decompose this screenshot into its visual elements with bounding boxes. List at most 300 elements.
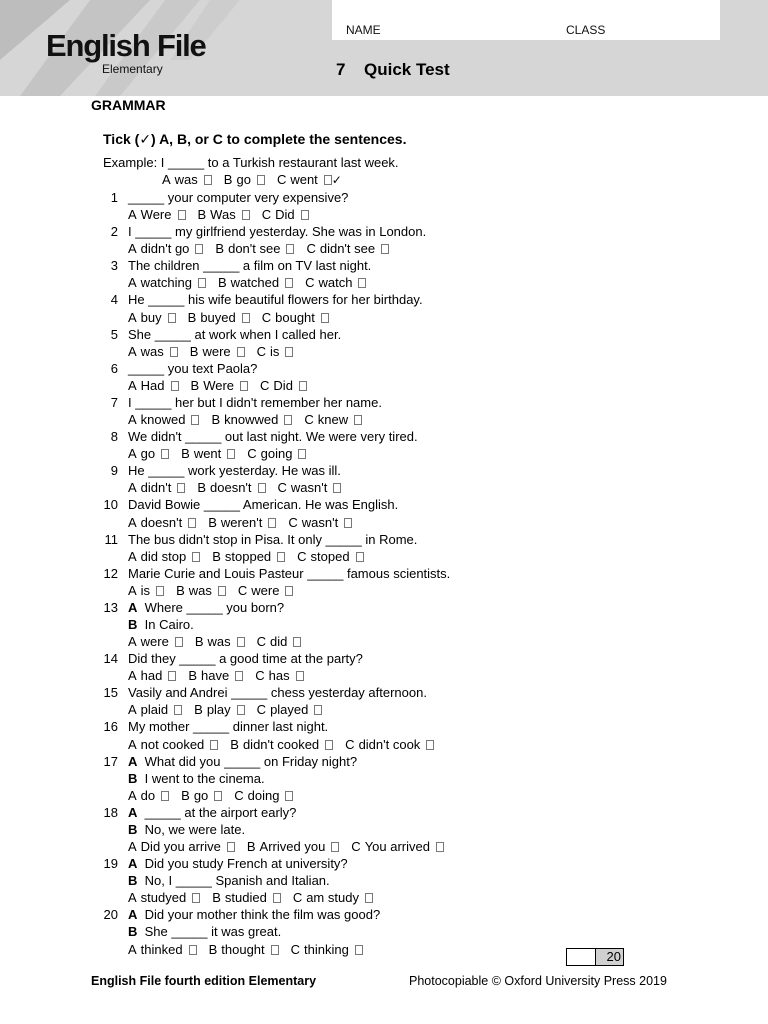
tick-box[interactable] (268, 518, 276, 528)
example-option (224, 172, 271, 187)
brand-logo: English File (46, 28, 206, 63)
answer-option (209, 941, 285, 958)
tick-box[interactable] (237, 705, 245, 715)
question-number: 2 (110, 224, 118, 240)
tick-box[interactable] (177, 483, 185, 493)
tick-box[interactable] (161, 449, 169, 459)
question-line (0, 360, 768, 377)
question-sentence: He _____ his wife beautiful flowers for her birthday. (128, 292, 423, 308)
tick-box[interactable] (240, 381, 248, 391)
answer-option (211, 411, 298, 428)
option-text: didn't cook (358, 736, 421, 752)
tick-box[interactable] (191, 415, 199, 425)
option-letter: C (351, 839, 361, 855)
question-line (0, 326, 768, 343)
tick-box[interactable] (218, 586, 226, 596)
option-letter: C (292, 890, 303, 906)
speaker-label: A (128, 907, 138, 923)
tick-box[interactable] (324, 175, 332, 185)
question-sentence: We didn't _____ out last night. We were very tired. (128, 429, 418, 445)
tick-box[interactable] (271, 945, 279, 955)
speaker-label: B (128, 873, 138, 889)
option-letter: C (297, 548, 307, 564)
answer-option (194, 701, 251, 718)
question-text (128, 496, 398, 513)
question-sentence: Did you study French at university? (144, 856, 348, 872)
option-text: were (202, 343, 231, 359)
option-letter: C (276, 172, 287, 187)
option-letter: C (306, 241, 316, 257)
option-text: Were (203, 377, 235, 393)
option-text: went (290, 172, 318, 187)
answer-option (128, 445, 175, 462)
tick-box[interactable] (285, 791, 293, 801)
tick-box[interactable] (286, 244, 294, 254)
option-text: weren't (220, 514, 263, 530)
question-line (0, 872, 768, 889)
tick-box[interactable] (293, 637, 301, 647)
speaker-label: B (128, 617, 138, 632)
answer-option (188, 309, 256, 326)
tick-box[interactable] (356, 552, 364, 562)
option-text: played (270, 702, 309, 718)
answer-option (257, 343, 300, 360)
question-sentence: _____ your computer very expensive? (128, 190, 349, 205)
option-text: watched (230, 275, 280, 291)
option-text: go (193, 787, 209, 803)
option-text: thinked (140, 941, 183, 957)
option-letter: A (128, 241, 137, 257)
option-letter: A (128, 275, 137, 291)
score-blank[interactable] (567, 949, 596, 965)
option-text: buyed (200, 309, 236, 325)
answer-options (128, 479, 353, 496)
tick-box[interactable] (204, 175, 212, 185)
question-line (0, 923, 768, 940)
tick-box[interactable] (426, 740, 434, 750)
option-text: watch (318, 275, 353, 291)
answer-options (128, 633, 313, 650)
question-number: 18 (103, 804, 118, 820)
question-text (128, 650, 363, 667)
option-letter: C (255, 668, 265, 684)
answer-options (128, 582, 305, 599)
name-label: NAME (346, 23, 381, 37)
tick-mark-icon: ✓ (331, 173, 342, 187)
option-text: thought (221, 941, 265, 957)
option-text: going (260, 446, 293, 462)
tick-box[interactable] (227, 842, 235, 852)
tick-box[interactable] (168, 313, 176, 323)
answer-option (128, 667, 182, 684)
option-text: Were (140, 207, 172, 223)
answer-options (128, 736, 446, 753)
option-letter: A (128, 207, 137, 223)
tick-box[interactable] (235, 671, 243, 681)
tick-box[interactable] (258, 483, 266, 493)
question-line (0, 531, 768, 548)
answer-option (181, 445, 241, 462)
question-number: 3 (110, 258, 118, 274)
answer-option (230, 736, 339, 753)
option-letter: C (305, 275, 315, 291)
tick-box[interactable] (195, 244, 203, 254)
option-text: knowwed (224, 412, 279, 428)
option-text: am study (306, 890, 359, 906)
question-text (128, 394, 382, 411)
option-letter: A (128, 582, 137, 598)
speaker-label: A (128, 804, 138, 820)
question-line (0, 684, 768, 701)
question-number: 15 (103, 685, 118, 701)
example-option (277, 172, 342, 187)
tick-box[interactable] (277, 552, 285, 562)
option-text: was (140, 343, 164, 359)
answer-option (306, 240, 395, 257)
question-sentence: He _____ work yesterday. He was ill. (128, 463, 341, 479)
option-text: Did you arrive (140, 839, 221, 855)
option-letter: B (246, 839, 256, 855)
question-number: 8 (110, 429, 118, 445)
option-letter: A (128, 890, 137, 906)
answer-options (128, 411, 374, 428)
option-text: studyed (140, 890, 187, 906)
option-text: did (270, 634, 288, 650)
tick-box[interactable] (314, 705, 322, 715)
option-text: wasn't (290, 480, 328, 496)
tick-box[interactable] (237, 347, 245, 357)
answer-option (257, 633, 308, 650)
question-text (128, 291, 423, 308)
question-number: 5 (110, 326, 118, 342)
answer-option (128, 240, 209, 257)
brand-level: Elementary (102, 62, 163, 76)
question-text (128, 462, 341, 479)
speaker-label: A (128, 856, 138, 872)
answer-options (128, 445, 318, 462)
answer-option (293, 889, 379, 906)
option-letter: A (128, 548, 137, 564)
answer-options (128, 701, 334, 718)
answer-options (128, 309, 341, 326)
answer-option (208, 514, 282, 531)
option-letter: A (128, 514, 137, 530)
option-text: knew (317, 412, 349, 428)
question-text (128, 872, 330, 889)
tick-box[interactable] (210, 740, 218, 750)
option-text: stopped (224, 548, 272, 564)
answer-option (278, 479, 348, 496)
question-sentence: Did they _____ a good time at the party? (128, 651, 363, 667)
option-text: didn't (140, 480, 172, 496)
answer-option (291, 941, 369, 958)
option-letter: C (247, 446, 257, 462)
option-text: was (188, 582, 212, 598)
answer-option (128, 941, 203, 958)
answer-option (345, 736, 440, 753)
question-text (128, 906, 380, 923)
question-text (128, 770, 265, 787)
answer-option (238, 582, 300, 599)
question-sentence: She _____ it was great. (144, 924, 282, 940)
section-title: GRAMMAR (91, 97, 166, 113)
question-number: 9 (110, 463, 118, 479)
tick-box[interactable] (298, 449, 306, 459)
tick-box[interactable] (171, 381, 179, 391)
option-text: didn't cooked (242, 736, 320, 752)
tick-box[interactable] (237, 637, 245, 647)
instruction: Tick (✓) A, B, or C to complete the sentences. (103, 131, 407, 147)
answer-option (128, 838, 241, 855)
question-sentence: Where _____ you born? (144, 599, 285, 615)
answer-options (128, 514, 364, 531)
option-letter: B (197, 207, 207, 223)
answer-option (128, 309, 182, 326)
question-line (0, 291, 768, 308)
question-line (0, 821, 768, 838)
speaker-label: A (128, 599, 138, 615)
question-sentence: _____ you text Paola? (128, 360, 258, 376)
option-letter: B (176, 582, 185, 598)
option-letter: A (128, 668, 137, 684)
option-letter: B (188, 668, 198, 684)
tick-box[interactable] (285, 278, 293, 288)
tick-box[interactable] (242, 210, 250, 220)
question-number: 1 (110, 190, 118, 205)
answer-option (128, 377, 185, 394)
answer-option (188, 667, 249, 684)
tick-box[interactable] (214, 791, 222, 801)
question-number: 6 (110, 360, 118, 376)
tick-box[interactable] (192, 893, 200, 903)
tick-box[interactable] (175, 637, 183, 647)
answer-option (288, 514, 358, 531)
answer-option (234, 787, 299, 804)
tick-box[interactable] (331, 842, 339, 852)
option-letter: B (223, 172, 233, 187)
answer-option (128, 411, 205, 428)
answer-option (218, 274, 299, 291)
question-sentence: No, we were late. (144, 821, 246, 837)
option-letter: C (256, 343, 267, 359)
option-text: is (140, 582, 151, 598)
tick-box[interactable] (436, 842, 444, 852)
question-number: 16 (103, 719, 118, 735)
answer-option (351, 838, 450, 855)
answer-option (260, 377, 313, 394)
answer-options (128, 377, 319, 394)
option-text: was (174, 172, 198, 187)
option-text: was (207, 634, 231, 650)
question-line (0, 394, 768, 411)
option-letter: B (197, 480, 207, 496)
option-text: has (268, 668, 290, 684)
option-letter: C (261, 309, 272, 325)
option-letter: B (215, 241, 225, 257)
tick-box[interactable] (296, 671, 304, 681)
option-text: bought (275, 309, 315, 325)
option-text: have (201, 668, 230, 684)
question-sentence: Marie Curie and Louis Pasteur _____ famous scientists. (128, 565, 451, 581)
tick-box[interactable] (242, 313, 250, 323)
question-text (128, 718, 328, 735)
answer-option (128, 274, 212, 291)
answer-option (128, 736, 224, 753)
answer-option (262, 206, 315, 223)
tick-box[interactable] (333, 483, 341, 493)
option-text: thinking (304, 941, 349, 957)
option-letter: A (128, 309, 137, 325)
option-text: not cooked (140, 736, 205, 752)
answer-option (212, 548, 291, 565)
answer-option (197, 479, 271, 496)
answer-options (128, 240, 401, 257)
question-number: 17 (103, 753, 118, 769)
option-text: doesn't (210, 480, 252, 496)
answer-option (128, 479, 191, 496)
option-text: Did (273, 377, 293, 393)
tick-box[interactable] (178, 210, 186, 220)
answer-option (262, 309, 335, 326)
option-letter: B (194, 702, 203, 718)
answer-option (191, 377, 255, 394)
tick-box[interactable] (325, 740, 333, 750)
tick-box[interactable] (257, 175, 265, 185)
option-text: play (206, 702, 231, 718)
speaker-label: A (128, 753, 138, 769)
question-sentence: My mother _____ dinner last night. (128, 719, 329, 735)
tick-box[interactable] (355, 945, 363, 955)
tick-box[interactable] (192, 552, 200, 562)
class-label: CLASS (566, 23, 606, 37)
option-text: had (140, 668, 163, 684)
question-sentence: David Bowie _____ American. He was English. (128, 497, 399, 513)
option-letter: B (212, 890, 221, 906)
question-line (0, 428, 768, 445)
option-letter: B (194, 634, 204, 650)
option-letter: B (208, 514, 217, 530)
option-text: didn't see (319, 241, 376, 257)
tick-box[interactable] (156, 586, 164, 596)
option-letter: C (290, 941, 301, 957)
option-letter: B (211, 412, 221, 428)
tick-box[interactable] (284, 415, 292, 425)
option-text: You arrived (364, 839, 430, 855)
footer-edition: English File fourth edition Elementary (91, 974, 317, 988)
tick-box[interactable] (358, 278, 366, 288)
option-letter: A (128, 343, 137, 359)
option-text: knowed (140, 412, 186, 428)
question-sentence: What did you _____ on Friday night? (144, 753, 358, 769)
question-sentence: I went to the cinema. (144, 770, 265, 786)
tick-box[interactable] (174, 705, 182, 715)
tick-box[interactable] (321, 313, 329, 323)
tick-box[interactable] (227, 449, 235, 459)
speaker-label: B (128, 821, 138, 837)
answer-option (195, 633, 251, 650)
tick-box[interactable] (301, 210, 309, 220)
question-line (0, 650, 768, 667)
answer-options (128, 838, 456, 855)
answer-option (212, 889, 287, 906)
answer-option (305, 274, 372, 291)
tick-box[interactable] (198, 278, 206, 288)
option-letter: B (230, 736, 239, 752)
answer-options (128, 274, 378, 291)
option-letter: B (181, 446, 190, 462)
question-text (128, 804, 296, 821)
question-text (128, 257, 371, 274)
tick-box[interactable] (189, 945, 197, 955)
unit-title: Quick Test (364, 60, 450, 79)
option-letter: A (162, 172, 171, 187)
answer-option (176, 582, 232, 599)
option-text: didn't go (140, 241, 190, 257)
question-line (0, 462, 768, 479)
option-text: do (140, 787, 156, 803)
answer-option (128, 787, 175, 804)
option-text: Did (275, 207, 295, 223)
question-line (0, 770, 768, 787)
question-line (0, 496, 768, 513)
option-text: Arrived you (259, 839, 326, 855)
question-sentence: I _____ my girlfriend yesterday. She was in London. (128, 224, 427, 240)
header-banner (0, 0, 768, 96)
tick-box[interactable] (170, 347, 178, 357)
tick-box[interactable] (365, 893, 373, 903)
option-letter: B (187, 309, 197, 325)
tick-box[interactable] (273, 893, 281, 903)
tick-box[interactable] (299, 381, 307, 391)
tick-box[interactable] (285, 586, 293, 596)
tick-box[interactable] (285, 347, 293, 357)
question-number: 11 (104, 531, 118, 547)
answer-option (128, 889, 206, 906)
tick-box[interactable] (161, 791, 169, 801)
answer-option (247, 445, 312, 462)
answer-option (128, 633, 189, 650)
name-class-box (332, 0, 720, 40)
answer-options (128, 667, 316, 684)
question-line (0, 718, 768, 735)
question-text (128, 923, 281, 940)
option-letter: C (261, 207, 272, 223)
question-line (0, 565, 768, 582)
tick-box[interactable] (168, 671, 176, 681)
question-text (128, 616, 194, 633)
option-letter: C (345, 736, 355, 752)
option-letter: C (288, 514, 298, 530)
score-box (566, 948, 624, 966)
option-letter: C (256, 634, 267, 650)
tick-box[interactable] (381, 244, 389, 254)
question-text (128, 531, 417, 548)
option-letter: A (128, 480, 137, 496)
option-letter: A (128, 412, 137, 428)
question-line (0, 223, 768, 240)
tick-box[interactable] (344, 518, 352, 528)
question-text (128, 360, 257, 377)
option-letter: B (181, 787, 190, 803)
tick-box[interactable] (188, 518, 196, 528)
option-text: were (251, 582, 280, 598)
answer-option (128, 582, 170, 599)
option-text: stoped (310, 548, 350, 564)
question-sentence: The children _____ a film on TV last night. (128, 258, 372, 274)
question-number: 12 (103, 565, 118, 581)
option-letter: A (128, 634, 137, 650)
tick-box[interactable] (354, 415, 362, 425)
